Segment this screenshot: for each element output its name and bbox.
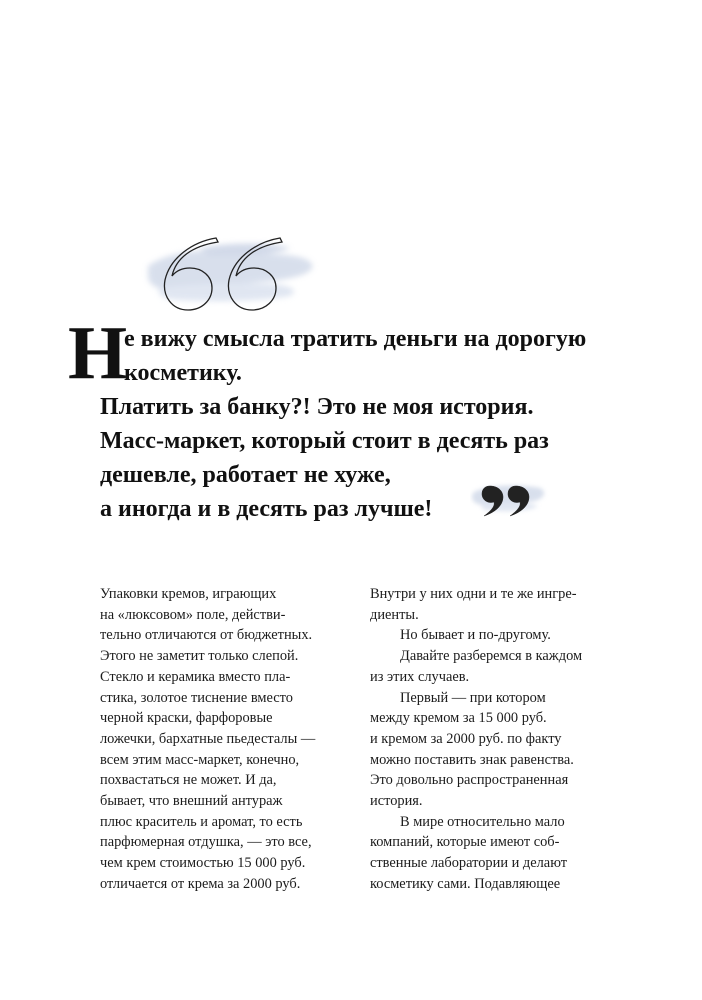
body-line: и кремом за 2000 руб. по факту: [370, 730, 562, 747]
body-line: парфюмерная отдушка, — это все,: [100, 834, 312, 851]
body-line: черной краски, фарфоровые: [100, 710, 273, 727]
body-line: чем крем стоимостью 15 000 руб.: [100, 855, 306, 872]
body-line: Стекло и керамика вместо пла-: [100, 668, 291, 685]
body-line: Упаковки кремов, играющих: [100, 586, 277, 602]
body-line: плюс краситель и аромат, то есть: [100, 813, 303, 830]
body-column-left: [100, 584, 352, 895]
body-line: история.: [370, 793, 423, 810]
body-line: можно поставить знак равенства.: [370, 751, 574, 768]
body-line: Давайте разберемся в каждом: [400, 648, 583, 665]
double-quote-close-icon: [470, 478, 550, 523]
body-line: стика, золотое тиснение вместо: [100, 689, 293, 706]
body-column-right: [370, 584, 628, 895]
body-line: Но бывает и по-другому.: [400, 627, 551, 644]
body-line: на «люксовом» поле, действи-: [100, 606, 286, 623]
pull-quote-line: косметику.: [124, 360, 242, 386]
pull-quote-line: а иногда и в десять раз лучше!: [100, 496, 433, 522]
body-line: похвастаться не может. И да,: [100, 772, 277, 789]
body-line: Это довольно распространенная: [370, 772, 569, 789]
double-quote-open-icon: [140, 228, 320, 318]
pull-quote-line: е вижу смысла тратить деньги на дорогую: [124, 326, 587, 352]
body-line: Этого не заметит только слепой.: [100, 648, 299, 665]
pull-quote-line: Масс-маркет, который стоит в десять раз: [100, 428, 549, 454]
body-line: тельно отличаются от бюджетных.: [100, 627, 313, 644]
pull-quote-line: Платить за банку?! Это не моя история.: [100, 394, 534, 420]
body-line: ложечки, бархатные пьедесталы —: [100, 730, 316, 747]
drop-cap: Н: [68, 311, 128, 395]
body-line: Внутри у них одни и те же ингре-: [370, 586, 577, 602]
body-line: бывает, что внешний антураж: [100, 793, 283, 810]
body-line: Первый — при котором: [400, 689, 546, 706]
body-line: компаний, которые имеют соб-: [370, 834, 560, 851]
pull-quote-line: дешевле, работает не хуже,: [100, 462, 391, 488]
body-line: косметику сами. Подавляющее: [370, 875, 561, 892]
body-line: В мире относительно мало: [400, 813, 565, 830]
body-line: всем этим масс-маркет, конечно,: [100, 751, 300, 768]
body-line: ственные лаборатории и делают: [370, 855, 568, 872]
pull-quote: [100, 322, 660, 526]
watercolor-wash-small: [472, 485, 544, 511]
body-line: из этих случаев.: [370, 668, 470, 685]
body-line: отличается от крема за 2000 руб.: [100, 875, 301, 892]
body-line: диенты.: [370, 606, 419, 623]
body-line: между кремом за 15 000 руб.: [370, 710, 547, 727]
